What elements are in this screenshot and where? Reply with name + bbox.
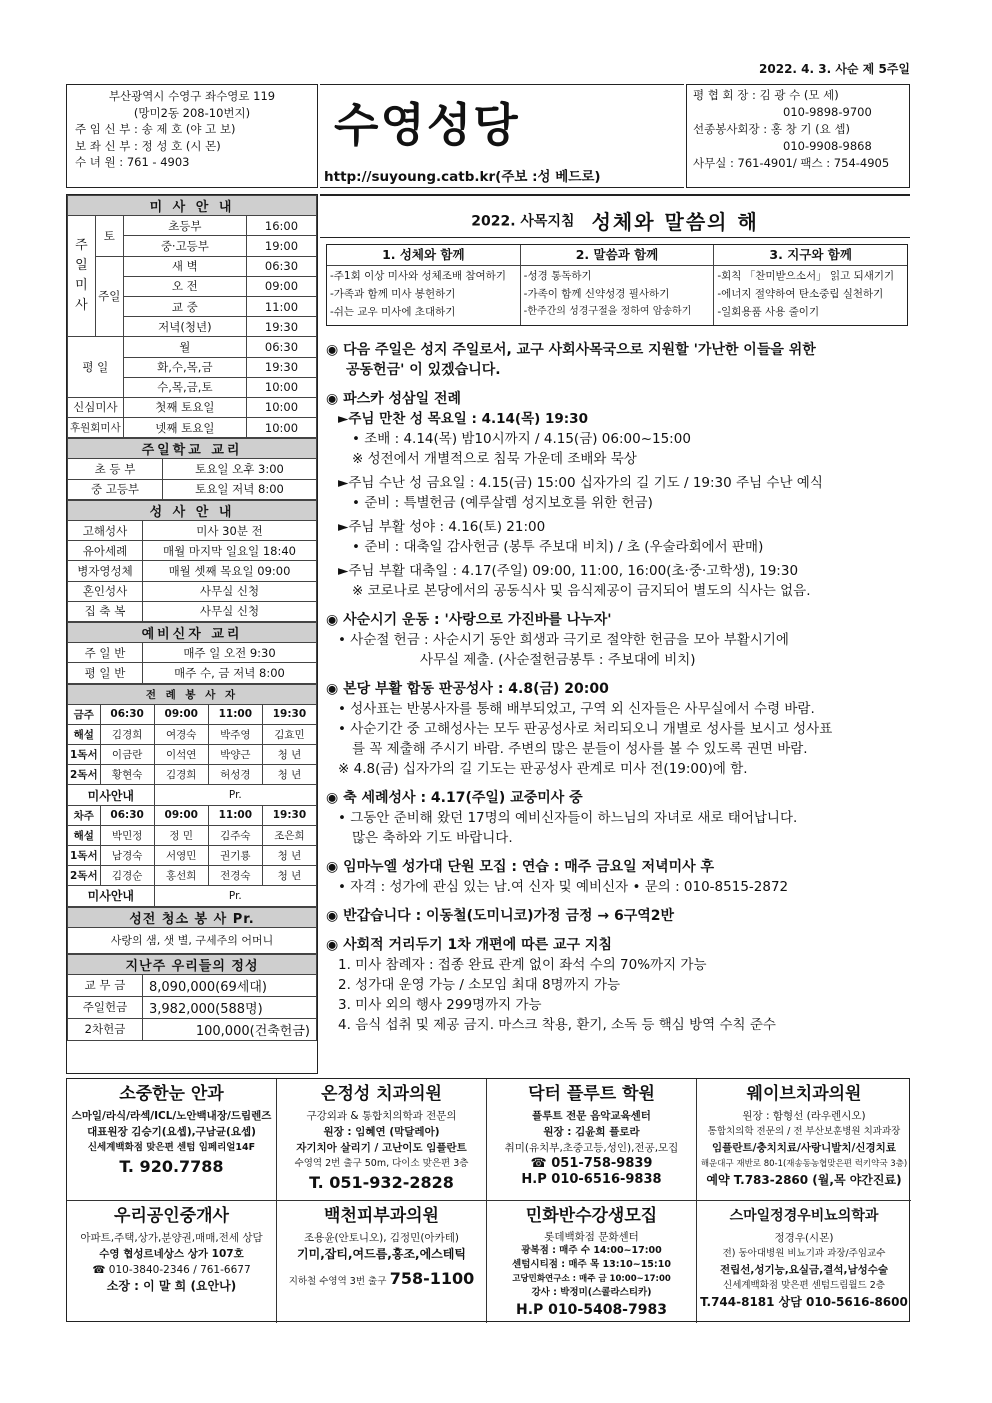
mass-time: 10:00 (247, 377, 317, 397)
parish-logo: 수영성당 (334, 98, 520, 152)
ad-dermatology[interactable] (277, 1201, 487, 1323)
ad-title: 웨이브치과의원 (746, 1084, 862, 1104)
table-cell: 김주숙 (208, 825, 262, 845)
mass-name: 저녁(청년) (123, 317, 246, 337)
parish-url[interactable]: http://suyoung.catb.kr(주보 :성 베드로) (324, 169, 601, 185)
table-row-label: 중 고등부 (68, 479, 163, 499)
ad-line: 소장 : 이 말 희 (요안나) (106, 1279, 237, 1293)
sacraments-title: 성 사 안 내 (68, 500, 317, 520)
notice-title: ◉ 본당 부활 합동 판공성사 : 4.8(금) 20:00 (326, 681, 609, 697)
notice-text: 3. 미사 외의 행사 299명까지 가능 (338, 997, 542, 1013)
notice-text: ※ 4.8(금) 십자가의 길 기도는 판공성사 관계로 미사 전(19:00)에 함. (338, 761, 748, 777)
table-row-label: 혼인성사 (68, 581, 143, 601)
table-cell: 06:30 (100, 704, 154, 724)
table-row-label: 주 일 반 (68, 643, 143, 663)
convent-line: 수 녀 원 : 761 - 4903 (75, 155, 190, 169)
table-row-label: 병자영성체 (68, 561, 143, 581)
notice-text: • 사순절 헌금 : 사순시기 동안 희생과 극기로 절약한 헌금을 모아 부활시기에 (338, 632, 789, 648)
sunday-school-title: 주일학교 교리 (68, 439, 317, 459)
table-cell: 09:00 (154, 704, 208, 724)
sunday-label: 주일 (95, 256, 123, 337)
ad-line: 광복점 : 매주 수 14:00~17:00 (521, 1245, 662, 1256)
ad-line: 해운대구 재반로 80-1(재송동농협맞은편 럭키약국 3층) (700, 1159, 908, 1169)
ad-phone: H.P 010-5408-7983 (516, 1302, 667, 1318)
table-row-label: 고해성사 (68, 521, 143, 541)
mass-name: 첫째 토요일 (123, 397, 246, 417)
table-row-label: 유아세례 (68, 541, 143, 561)
notice-choir (326, 857, 908, 897)
ad-line: 임플란트/충치치료/사랑니발치/신경치료 (712, 1142, 896, 1154)
ad-line: 플루트 전문 음악교육센터 (532, 1110, 651, 1122)
notice-title: ◉ 사순시기 운동 : '사랑으로 가진바를 나누자' (326, 612, 612, 628)
table-row-label: 평 일 반 (68, 663, 143, 683)
notice-text: ►주님 부활 성야 : 4.16(토) 21:00 (338, 519, 546, 535)
mass-time: 19:30 (247, 357, 317, 377)
mass-name: 중·고등부 (123, 236, 246, 256)
council-phone: 010-9898-9700 (783, 105, 872, 119)
special-mass-label: 신심미사 (68, 397, 124, 417)
ad-line: 아파트,주택,상가,분양권,매매,전세 상담 (80, 1232, 263, 1244)
goal-item: -가족이 함께 신약성경 필사하기 (523, 288, 670, 300)
notice-text: • 그동안 준비해 왔던 17명의 예비신자들이 하느님의 자녀로 새로 태어납니다. (338, 810, 798, 826)
cleaning-table (67, 907, 317, 954)
sunday-school-table (67, 438, 317, 500)
mass-time: 06:30 (247, 337, 317, 357)
ad-line: 정경우(시몬) (774, 1232, 834, 1244)
ad-line: 원장 : 임혜연 (막달레아) (323, 1126, 440, 1138)
table-row-value: 사무실 신청 (143, 601, 317, 621)
table-cell: 해설 (68, 724, 101, 744)
ad-line: 롯데백화점 문화센터 (544, 1231, 639, 1243)
ad-line: 원장 : 김윤희 플로라 (543, 1126, 640, 1138)
ad-phone: T. 051-932-2828 (309, 1173, 454, 1192)
table-cell: 차주 (68, 805, 101, 825)
ad-phone: T.744-8181 상담 010-5616-8600 (700, 1295, 908, 1309)
advertisements (66, 1078, 910, 1322)
ad-urology[interactable] (697, 1201, 911, 1323)
assistant-pastor-line: 보 좌 신 부 : 정 성 호 (시 몬) (75, 138, 221, 153)
notice-text: ►주님 부활 대축일 : 4.17(주일) 09:00, 11:00, 16:00(초·중·고학생), 19:30 (338, 563, 799, 579)
goal-title: 2. 말씀과 함께 (521, 245, 714, 266)
goal-item: -회칙 「찬미받으소서」 읽고 되새기기 (717, 270, 895, 282)
table-cell: 금주 (68, 704, 101, 724)
ad-line: 전립선,성기능,요실금,결석,남성수술 (719, 1264, 889, 1276)
notice-lent (326, 610, 908, 670)
ad-realtor[interactable] (67, 1201, 277, 1323)
table-cell: 정 민 (154, 825, 208, 845)
mass-time: 06:30 (247, 256, 317, 276)
mass-name: 수,목,금,토 (123, 377, 246, 397)
table-cell: 박양근 (208, 745, 262, 765)
ad-line: 신세계백화점 맞은편 센텀 임페리얼14F (87, 1142, 256, 1153)
council-chair: 평 협 회 장 : 김 광 수 (모 세) (693, 88, 839, 102)
mass-time: 19:00 (247, 236, 317, 256)
goal-item: -성경 통독하기 (523, 270, 592, 282)
ad-line: 대표원장 김승기(요셉),구남균(요셉) (87, 1126, 256, 1138)
notice-title: ◉ 임마누엘 성가대 단원 모집 : 연습 : 매주 금요일 저녁미사 후 (326, 859, 715, 875)
goal-item: -가족과 함께 미사 봉헌하기 (330, 288, 456, 300)
left-info-column (66, 194, 318, 1074)
notice-title: ◉ 파스카 성삼일 전례 (326, 391, 462, 407)
ad-line: ☎ 010-3840-2346 / 761-6677 (92, 1264, 251, 1276)
saturday-label: 토 (95, 216, 123, 256)
sunday-mass-label: 주일미사 (68, 216, 96, 337)
table-cell: 김경희 (154, 765, 208, 785)
pastor-line: 주 임 신 부 : 송 제 호 (야 고 보) (75, 122, 236, 136)
ad-line: 강사 : 박정미(스콜라스티카) (531, 1287, 652, 1298)
table-cell: 김경희 (100, 724, 154, 744)
table-cell: 황현숙 (100, 765, 154, 785)
mass-notice-label: 미사안내 (68, 886, 155, 906)
cleaning-title: 성전 청소 봉 사 Pr. (68, 907, 317, 927)
mass-name: 초등부 (123, 216, 246, 236)
notice-text: ►주님 수난 성 금요일 : 4.15(금) 15:00 십자가의 길 기도 / 19:30 주님 수난 예식 (338, 475, 823, 491)
notice-text: 1. 미사 참례자 : 접종 완료 관계 없이 좌석 수의 70%까지 가능 (338, 957, 707, 973)
table-row-value: 미사 30분 전 (143, 521, 317, 541)
notice-solidarity (326, 340, 908, 380)
servers-title: 전 례 봉 사 자 (68, 684, 317, 704)
notice-text: • 준비 : 특별헌금 (예루살렘 성지보호를 위한 헌금) (352, 495, 653, 511)
ad-line: 고당민화연구소 : 매주 금 10:00~17:00 (512, 1274, 671, 1284)
table-row-value: 매월 마지막 일요일 18:40 (143, 541, 317, 561)
table-cell: 청 년 (262, 745, 316, 765)
notice-text: • 성사표는 반봉사자를 통해 배부되었고, 구역 외 신자들은 사무실에서 수령 바람. (338, 701, 815, 717)
notice-welcome (326, 906, 908, 926)
table-cell: 1독서 (68, 745, 101, 765)
table-cell: 권기룡 (208, 846, 262, 866)
ad-title: 온정성 치과의원 (321, 1084, 442, 1104)
offering-table (67, 954, 317, 1041)
ad-line: 통합치의학 전문의 / 전 부산보훈병원 치과과장 (707, 1126, 901, 1137)
table-row-value: 8,090,000(69세대) (143, 974, 317, 996)
table-row-label: 초 등 부 (68, 459, 163, 479)
parish-info (66, 84, 318, 188)
ad-line: 신세계백화점 맞은편 센텀드림월드 2층 (723, 1280, 885, 1291)
ad-phone: 758-1100 (389, 1269, 475, 1288)
ad-title: 백천피부과의원 (324, 1206, 439, 1226)
mass-name: 교 중 (123, 296, 246, 316)
notice-text: ◉ 다음 주일은 성지 주일로서, 교구 사회사목국으로 지원할 '가난한 이들을 위한 (326, 342, 816, 358)
weekday-label: 평 일 (68, 337, 124, 398)
table-row-label: 주일헌금 (68, 996, 143, 1018)
table-cell: 김경순 (100, 866, 154, 886)
mass-schedule-table (67, 195, 317, 438)
table-cell: 서영민 (154, 846, 208, 866)
table-cell: 해설 (68, 825, 101, 845)
notice-text: 를 꼭 제출해 주시기 바람. 주변의 많은 분들이 성사를 볼 수 있도록 권면 바람. (352, 741, 808, 757)
table-row-label: 2차헌금 (68, 1018, 143, 1040)
mass-notice-value: Pr. (154, 886, 316, 906)
ad-phone: 예약 T.783-2860 (월,목 야간진료) (706, 1173, 902, 1187)
ad-line: 원장 : 함형선 (라우렌시오) (742, 1110, 866, 1122)
ad-title: 민화반수강생모집 (525, 1206, 658, 1226)
ad-line: 조용윤(안토니오), 김정민(아카테) (304, 1232, 459, 1244)
ad-line: ☎ 051-758-9839 (530, 1156, 653, 1171)
masthead (320, 84, 684, 188)
bulletin-date: 2022. 4. 3. 사순 제 5주일 (759, 62, 910, 76)
table-cell: 1독서 (68, 846, 101, 866)
table-row-label: 집 축 복 (68, 601, 143, 621)
goal-item: -에너지 절약하여 탄소중립 실천하기 (717, 288, 884, 300)
table-cell: 09:00 (154, 805, 208, 825)
ad-minhwa-class[interactable] (487, 1201, 697, 1323)
notice-triduum (326, 389, 908, 601)
ad-dental-clinic[interactable] (277, 1079, 487, 1201)
table-row-label: 교 무 금 (68, 974, 143, 996)
goal-item: -쉬는 교우 미사에 초대하기 (330, 306, 456, 318)
ad-line: 전) 동아대병원 비뇨기과 과장/주임교수 (722, 1248, 886, 1259)
notice-title: ◉ 축 세례성사 : 4.17(주일) 교중미사 중 (326, 790, 583, 806)
notice-text: ※ 성전에서 개별적으로 침묵 가운데 조배와 묵상 (352, 451, 637, 467)
catechumen-table (67, 622, 317, 684)
catechumen-title: 예비신자 교리 (68, 622, 317, 642)
table-row-value: 100,000(건축헌금) (143, 1018, 317, 1040)
table-cell: 허성경 (208, 765, 262, 785)
office-contact: 사무실 : 761-4901/ 팩스 : 754-4905 (693, 156, 890, 170)
notice-text: 많은 축하와 기도 바랍니다. (352, 830, 513, 846)
offering-title: 지난주 우리들의 정성 (68, 954, 317, 974)
notice-confession (326, 679, 908, 779)
ad-phone: H.P 010-6516-9838 (521, 1172, 662, 1187)
ad-eye-clinic[interactable] (67, 1079, 277, 1201)
table-cell: 19:30 (262, 805, 316, 825)
table-cell: 전경숙 (208, 866, 262, 886)
notice-text: • 준비 : 대축일 감사헌금 (봉투 주보대 비치) / 초 (우술라회에서 판매) (352, 539, 764, 555)
notice-text: ►주님 만찬 성 목요일 : 4.14(목) 19:30 (338, 411, 588, 427)
theme-year: 2022. 사목지침 (471, 213, 575, 230)
table-cell: 박주영 (208, 724, 262, 744)
notice-text: • 사순기간 중 고해성사는 모두 판공성사로 처리되오니 개별로 성사를 보시고 성사표 (338, 721, 833, 737)
mass-time: 10:00 (247, 397, 317, 417)
mass-time: 11:00 (247, 296, 317, 316)
ad-line: 수영역 2번 출구 50m, 다이소 맞은편 3층 (294, 1158, 469, 1169)
ad-line: 수영 협성르네상스 상가 107호 (99, 1248, 244, 1260)
announcements (326, 340, 908, 1044)
mass-time: 10:00 (247, 418, 317, 438)
notice-text: ※ 코로나로 본당에서의 공동식사 및 음식제공이 금지되어 별도의 식사는 없음. (352, 583, 811, 599)
notice-baptism (326, 788, 908, 848)
mass-time: 19:30 (247, 317, 317, 337)
table-row-value: 매주 수, 금 저녁 8:00 (143, 663, 317, 683)
table-row-value: 토요일 오후 3:00 (163, 459, 317, 479)
ad-flute-academy[interactable] (487, 1079, 697, 1201)
ad-line: 기미,잡티,여드름,홍조,에스테틱 (297, 1247, 466, 1261)
table-cell: 청 년 (262, 866, 316, 886)
liturgy-servers-table (67, 684, 317, 907)
ad-title: 스마일정경우비뇨의학과 (729, 1208, 879, 1224)
goal-item: -일회용품 사용 줄이기 (717, 306, 820, 318)
table-row-value: 사무실 신청 (143, 581, 317, 601)
mass-name: 새 벽 (123, 256, 246, 276)
special-mass-label: 후원회미사 (68, 418, 124, 438)
table-cell: 청 년 (262, 765, 316, 785)
table-cell: 2독서 (68, 866, 101, 886)
ad-title: 닥터 플루트 학원 (528, 1084, 655, 1104)
table-cell: 11:00 (208, 704, 262, 724)
table-cell: 19:30 (262, 704, 316, 724)
mass-name: 화,수,목,금 (123, 357, 246, 377)
notice-text: 사무실 제출. (사순절헌금봉투 : 주보대에 비치) (420, 652, 696, 668)
ad-line: 센텀시티점 : 매주 목 13:10~15:10 (512, 1259, 671, 1270)
table-cell: 김효민 (262, 724, 316, 744)
ad-line: 자기치아 살리기 / 고난이도 임플란트 (296, 1142, 467, 1154)
ad-wave-dental[interactable] (697, 1079, 911, 1201)
table-cell: 홍선희 (154, 866, 208, 886)
table-row-value: 3,982,000(588명) (143, 996, 317, 1018)
table-cell: 여경숙 (154, 724, 208, 744)
notice-text: 2. 성가대 운영 가능 / 소모임 최대 8명까지 가능 (338, 977, 621, 993)
ad-line: 취미(유치부,초중고등,성인),전공,모집 (504, 1142, 679, 1154)
theme-goals (326, 244, 908, 326)
theme-title: 성체와 말씀의 해 (591, 210, 759, 234)
ad-title: 우리공인중개사 (114, 1206, 229, 1226)
mass-notice-label: 미사안내 (68, 785, 155, 805)
table-cell: 이금란 (100, 745, 154, 765)
goal-title: 1. 성체와 함께 (327, 245, 520, 266)
notice-title: ◉ 반갑습니다 : 이동철(도미니코)가정 금정 → 6구역2반 (326, 908, 675, 924)
table-cell: 2독서 (68, 765, 101, 785)
table-cell: 청 년 (262, 846, 316, 866)
mass-name: 오 전 (123, 276, 246, 296)
table-cell: 11:00 (208, 805, 262, 825)
pastoral-theme (320, 194, 910, 238)
mass-notice-value: Pr. (154, 785, 316, 805)
table-row-value: 매주 일 오전 9:30 (143, 643, 317, 663)
goal-eucharist (327, 245, 521, 325)
goal-item: -한주간의 성경구절을 정하여 암송하기 (523, 306, 692, 317)
ad-line: 스마일/라식/라섹/ICL/노안백내장/드림렌즈 (71, 1110, 272, 1122)
table-cell: 06:30 (100, 805, 154, 825)
right-main-column (320, 194, 910, 1074)
ad-line: 구강외과 & 통합치의학과 전문의 (306, 1110, 457, 1122)
mass-name: 월 (123, 337, 246, 357)
notice-distancing (326, 935, 908, 1035)
notice-text: 공동헌금' 이 있겠습니다. (346, 362, 501, 378)
notice-title: ◉ 사회적 거리두기 1차 개편에 따른 교구 지침 (326, 937, 612, 953)
table-cell: 박민정 (100, 825, 154, 845)
table-cell: 조은희 (262, 825, 316, 845)
cleaning-groups: 사랑의 샘, 샛 별, 구세주의 어머니 (68, 927, 317, 953)
sacraments-table (67, 500, 317, 622)
evangel-phone: 010-9908-9868 (783, 139, 872, 153)
evangel-chair: 선종봉사회장 : 홍 창 기 (요 셉) (693, 122, 850, 136)
table-row-value: 토요일 저녁 8:00 (163, 479, 317, 499)
goal-word (521, 245, 715, 325)
table-cell: 남경숙 (100, 846, 154, 866)
ad-phone: T. 920.7788 (119, 1157, 224, 1176)
notice-text: 4. 음식 섭취 및 제공 금지. 마스크 착용, 환기, 소독 등 핵심 방역 수칙 준수 (338, 1017, 776, 1033)
ad-title: 소중한눈 안과 (119, 1084, 224, 1104)
mass-name: 넷째 토요일 (123, 418, 246, 438)
ad-line: 지하철 수영역 3번 출구 (288, 1276, 387, 1287)
table-cell: 이석연 (154, 745, 208, 765)
mass-time: 09:00 (247, 276, 317, 296)
council-info (686, 84, 910, 188)
address-line-1: 부산광역시 수영구 좌수영로 119 (108, 89, 276, 103)
goal-item: -주1회 이상 미사와 성체조배 참여하기 (330, 270, 506, 282)
address-line-2: (망미2동 208-10번지) (133, 105, 251, 120)
mass-time: 16:00 (247, 216, 317, 236)
goal-title: 3. 지구와 함께 (714, 245, 907, 266)
table-row-value: 매월 셋째 목요일 09:00 (143, 561, 317, 581)
notice-text: • 자격 : 성가에 관심 있는 남.여 신자 및 예비신자 • 문의 : 010-8515-2872 (338, 879, 789, 895)
notice-text: • 조배 : 4.14(목) 밤10시까지 / 4.15(금) 06:00~15:00 (352, 431, 691, 447)
mass-title: 미 사 안 내 (68, 196, 317, 216)
goal-earth (714, 245, 907, 325)
